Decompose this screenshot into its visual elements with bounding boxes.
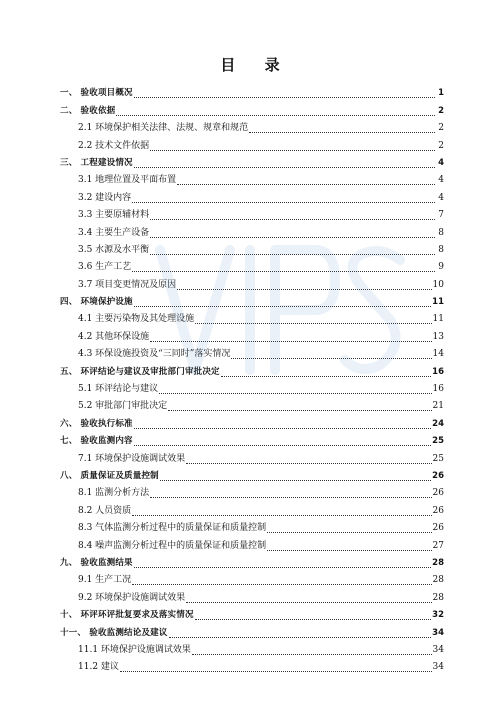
toc-entry-label: 3.3 主要原辅材料 xyxy=(78,210,150,221)
toc-dot-leader xyxy=(267,532,431,533)
toc-entry-page-number: 26 xyxy=(432,523,444,534)
toc-entry-page-number: 16 xyxy=(432,366,444,377)
toc-section-entry[interactable] xyxy=(60,658,444,675)
table-of-contents xyxy=(60,84,444,675)
toc-entry-label: 五、 环评结论与建议及审批部门审批决定 xyxy=(60,366,220,377)
toc-dot-leader xyxy=(249,132,435,133)
toc-title: 目 录 xyxy=(220,56,292,74)
toc-entry-page-number: 28 xyxy=(432,557,444,568)
toc-section-entry[interactable] xyxy=(60,327,444,344)
toc-entry-label: 8.2 人员资质 xyxy=(78,505,132,516)
toc-section-entry[interactable] xyxy=(60,380,444,397)
toc-dot-leader xyxy=(134,567,431,568)
toc-dot-leader xyxy=(116,115,435,116)
toc-dot-leader xyxy=(221,376,431,377)
toc-chapter-entry[interactable] xyxy=(60,623,444,640)
toc-chapter-entry[interactable] xyxy=(60,293,444,310)
toc-entry-label: 8.1 监测分析方法 xyxy=(78,488,150,499)
toc-entry-label: 8.3 气体监测分析过程中的质量保证和质量控制 xyxy=(78,523,267,534)
toc-entry-page-number: 14 xyxy=(432,349,444,360)
toc-entry-page-number: 8 xyxy=(438,227,444,238)
toc-section-entry[interactable] xyxy=(60,275,444,292)
toc-entry-page-number: 16 xyxy=(432,384,444,395)
toc-chapter-entry[interactable] xyxy=(60,154,444,171)
toc-entry-page-number: 24 xyxy=(432,418,444,429)
toc-entry-page-number: 26 xyxy=(432,470,444,481)
toc-entry-label: 四、 环境保护设施 xyxy=(60,297,133,308)
toc-entry-page-number: 13 xyxy=(432,331,444,342)
toc-dot-leader xyxy=(186,602,431,603)
toc-entry-label: 3.4 主要生产设备 xyxy=(78,227,150,238)
toc-section-entry[interactable] xyxy=(60,345,444,362)
toc-section-entry[interactable] xyxy=(60,119,444,136)
toc-entry-page-number: 27 xyxy=(432,540,444,551)
toc-dot-leader xyxy=(150,341,431,342)
toc-entry-label: 3.7 项目变更情况及原因 xyxy=(78,279,177,290)
toc-dot-leader xyxy=(134,428,431,429)
toc-entry-page-number: 8 xyxy=(438,244,444,255)
toc-section-entry[interactable] xyxy=(60,588,444,605)
toc-section-entry[interactable] xyxy=(60,258,444,275)
toc-entry-page-number: 26 xyxy=(432,505,444,516)
toc-entry-label: 2.2 技术文件依据 xyxy=(78,140,150,151)
toc-chapter-entry[interactable] xyxy=(60,432,444,449)
toc-chapter-entry[interactable] xyxy=(60,467,444,484)
toc-dot-leader xyxy=(134,97,435,98)
toc-entry-label: 六、 验收执行标准 xyxy=(60,418,133,429)
toc-dot-leader xyxy=(195,619,431,620)
toc-entry-page-number: 1 xyxy=(438,88,444,99)
toc-dot-leader xyxy=(177,184,435,185)
toc-dot-leader xyxy=(177,289,431,290)
toc-entry-label: 八、 质量保证及质量控制 xyxy=(60,470,159,481)
toc-dot-leader xyxy=(132,202,435,203)
toc-entry-label: 4.3 环保设施投资及“三同时”落实情况 xyxy=(78,349,231,360)
toc-dot-leader xyxy=(150,497,431,498)
toc-section-entry[interactable] xyxy=(60,536,444,553)
toc-entry-page-number: 11 xyxy=(432,314,444,325)
toc-entry-label: 二、 验收依据 xyxy=(60,105,116,116)
toc-chapter-entry[interactable] xyxy=(60,606,444,623)
toc-entry-page-number: 4 xyxy=(438,175,444,186)
toc-entry-page-number: 4 xyxy=(438,157,444,168)
toc-dot-leader xyxy=(186,463,431,464)
toc-dot-leader xyxy=(132,515,431,516)
toc-dot-leader xyxy=(150,254,435,255)
toc-section-entry[interactable] xyxy=(60,484,444,501)
toc-entry-label: 4.2 其他环保设施 xyxy=(78,331,150,342)
toc-entry-label: 3.1 地理位置及平面布置 xyxy=(78,175,177,186)
toc-entry-page-number: 32 xyxy=(432,610,444,621)
toc-chapter-entry[interactable] xyxy=(60,101,444,118)
toc-entry-page-number: 25 xyxy=(432,436,444,447)
toc-chapter-entry[interactable] xyxy=(60,84,444,101)
toc-dot-leader xyxy=(160,480,431,481)
toc-chapter-entry[interactable] xyxy=(60,362,444,379)
toc-entry-page-number: 2 xyxy=(438,105,444,116)
toc-section-entry[interactable] xyxy=(60,397,444,414)
toc-entry-page-number: 2 xyxy=(438,123,444,134)
toc-section-entry[interactable] xyxy=(60,206,444,223)
toc-entry-page-number: 34 xyxy=(432,627,444,638)
toc-entry-label: 5.2 审批部门审批决定 xyxy=(78,401,168,412)
toc-entry-page-number: 11 xyxy=(432,297,444,308)
toc-entry-page-number: 9 xyxy=(438,262,444,273)
toc-entry-label: 3.2 建设内容 xyxy=(78,192,132,203)
toc-entry-label: 九、 验收监测结果 xyxy=(60,557,133,568)
toc-dot-leader xyxy=(132,271,435,272)
toc-dot-leader xyxy=(134,306,431,307)
toc-chapter-entry[interactable] xyxy=(60,414,444,431)
toc-entry-label: 3.6 生产工艺 xyxy=(78,262,132,273)
toc-dot-leader xyxy=(132,584,431,585)
toc-entry-label: 8.4 噪声监测分析过程中的质量保证和质量控制 xyxy=(78,540,267,551)
toc-dot-leader xyxy=(195,323,431,324)
toc-dot-leader xyxy=(192,654,432,655)
toc-section-entry[interactable] xyxy=(60,519,444,536)
toc-entry-label: 9.2 环境保护设施调试效果 xyxy=(78,592,186,603)
toc-dot-leader xyxy=(150,150,435,151)
toc-section-entry[interactable] xyxy=(60,171,444,188)
toc-section-entry[interactable] xyxy=(60,310,444,327)
toc-dot-leader xyxy=(231,358,431,359)
toc-entry-page-number: 2 xyxy=(438,140,444,151)
toc-entry-label: 4.1 主要污染物及其处理设施 xyxy=(78,314,195,325)
toc-entry-label: 5.1 环评结论与建议 xyxy=(78,384,159,395)
toc-chapter-entry[interactable] xyxy=(60,554,444,571)
toc-entry-page-number: 4 xyxy=(438,192,444,203)
toc-entry-page-number: 7 xyxy=(438,210,444,221)
toc-dot-leader xyxy=(134,445,431,446)
toc-entry-label: 三、 工程建设情况 xyxy=(60,157,133,168)
toc-dot-leader xyxy=(150,219,435,220)
toc-section-entry[interactable] xyxy=(60,641,444,658)
toc-entry-page-number: 34 xyxy=(432,662,444,673)
toc-entry-label: 7.1 环境保护设施调试效果 xyxy=(78,453,186,464)
toc-section-entry[interactable] xyxy=(60,241,444,258)
toc-dot-leader xyxy=(169,637,432,638)
toc-entry-page-number: 34 xyxy=(432,644,444,655)
toc-section-entry[interactable] xyxy=(60,188,444,205)
toc-section-entry[interactable] xyxy=(60,501,444,518)
toc-entry-label: 3.5 水源及水平衡 xyxy=(78,244,150,255)
toc-section-entry[interactable] xyxy=(60,223,444,240)
toc-dot-leader xyxy=(150,237,435,238)
toc-entry-label: 11.2 建议 xyxy=(78,662,119,673)
toc-entry-page-number: 26 xyxy=(432,488,444,499)
toc-dot-leader xyxy=(134,167,435,168)
toc-section-entry[interactable] xyxy=(60,571,444,588)
toc-entry-page-number: 25 xyxy=(432,453,444,464)
toc-section-entry[interactable] xyxy=(60,136,444,153)
toc-entry-page-number: 28 xyxy=(432,592,444,603)
toc-dot-leader xyxy=(120,671,432,672)
toc-entry-page-number: 28 xyxy=(432,575,444,586)
toc-entry-label: 一、 验收项目概况 xyxy=(60,88,133,99)
toc-entry-label: 十一、 验收监测结论及建议 xyxy=(60,627,168,638)
toc-section-entry[interactable] xyxy=(60,449,444,466)
toc-entry-label: 七、 验收监测内容 xyxy=(60,436,133,447)
toc-entry-label: 2.1 环境保护相关法律、法规、规章和规范 xyxy=(78,123,249,134)
toc-dot-leader xyxy=(168,410,431,411)
toc-entry-page-number: 10 xyxy=(432,279,444,290)
toc-dot-leader xyxy=(267,550,431,551)
toc-entry-label: 9.1 生产工况 xyxy=(78,575,132,586)
toc-entry-page-number: 21 xyxy=(432,401,444,412)
toc-dot-leader xyxy=(159,393,431,394)
toc-entry-label: 11.1 环境保护设施调试效果 xyxy=(78,644,191,655)
toc-entry-label: 十、 环评环评批复要求及落实情况 xyxy=(60,610,194,621)
